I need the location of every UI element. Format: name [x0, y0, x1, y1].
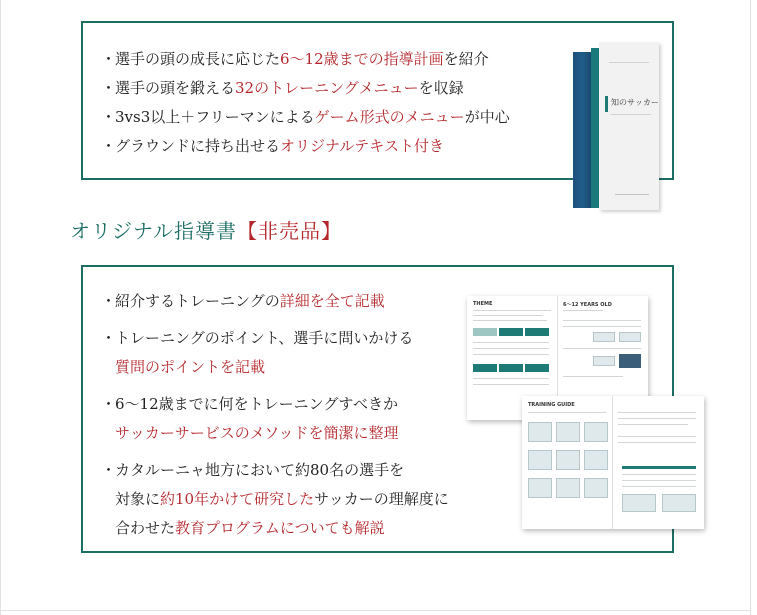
booklet-page-header: THEME [473, 301, 493, 307]
bullet: ・ [101, 292, 117, 310]
booklet-fold [612, 396, 613, 529]
field-diagram [584, 478, 608, 498]
booklet-spread-training-guide [522, 396, 704, 529]
guidebook-item [101, 324, 449, 382]
text-line [473, 348, 549, 349]
feature-item [101, 45, 510, 74]
guidebook-highlight: サッカーサービスのメソッドを簡潔に整理 [115, 424, 399, 442]
field-diagram [662, 494, 696, 512]
feature-item [101, 103, 510, 132]
guidebook-highlight: 教育プログラムについても解説 [175, 519, 385, 537]
page-border-bottom [0, 610, 751, 611]
booklet-page-header: TRAINING GUIDE [528, 402, 575, 408]
book-title: 知のサッカー [611, 98, 659, 107]
diagram-thumbnail [593, 356, 615, 366]
text-line [473, 310, 551, 311]
text-line [622, 474, 696, 475]
field-diagram [528, 478, 552, 498]
page-border-left [0, 0, 1, 615]
feature-text: グラウンドに持ち出せる [115, 137, 281, 155]
book-cover [599, 42, 659, 210]
bullet: ・ [101, 329, 117, 347]
bullet: ・ [101, 395, 117, 413]
table-cell [525, 328, 549, 336]
text-line [473, 342, 549, 343]
table-cell [525, 364, 549, 372]
guidebook-item [101, 287, 449, 316]
book-cover-line [615, 194, 649, 195]
table-cell [473, 364, 497, 372]
bullet: ・ [101, 50, 117, 68]
text-line [618, 418, 696, 419]
section-heading [70, 215, 342, 244]
text-line [622, 480, 696, 481]
text-line [473, 320, 547, 321]
table-header [622, 466, 696, 469]
text-line [473, 354, 549, 355]
guidebook-text: 紹介するトレーニングの [115, 292, 280, 310]
feature-highlight: オリジナルテキスト付き [280, 137, 444, 155]
bullet: ・ [101, 137, 117, 155]
text-line [563, 326, 641, 327]
field-diagram [556, 422, 580, 442]
feature-item [101, 132, 510, 161]
text-line [618, 442, 696, 443]
feature-text: を紹介 [443, 50, 489, 68]
text-line [473, 378, 549, 379]
guidebook-item [101, 390, 449, 448]
feature-item [101, 74, 510, 103]
booklet-page-header: 6～12 YEARS OLD [563, 302, 612, 308]
text-line [528, 412, 606, 413]
text-line [563, 310, 603, 311]
text-line [618, 424, 688, 425]
guidebook-text: 対象に [115, 490, 161, 508]
book-cover-line [609, 62, 649, 63]
bullet: ・ [101, 108, 117, 126]
heading-main: オリジナル指導書 [70, 219, 237, 243]
heading-bracket: 【非売品】 [237, 219, 342, 243]
guidebook-highlight: 質問のポイントを記載 [115, 358, 266, 376]
feature-text: を収録 [418, 79, 464, 97]
feature-highlight: ゲーム形式のメニュー [314, 108, 465, 126]
guidebook-text: サッカーの理解度に [314, 490, 449, 508]
table-cell [499, 328, 523, 336]
guidebook-text: カタルーニャ地方において約80名の選手を [115, 461, 405, 479]
diagram-thumbnail [593, 332, 615, 342]
text-line [473, 384, 549, 385]
guidebook-text: トレーニングのポイント、選手に問いかける [115, 329, 414, 347]
table-cell [499, 364, 523, 372]
diagram-thumbnail [619, 332, 641, 342]
book-spine-edge [591, 48, 599, 208]
text-line [473, 315, 543, 316]
diagram-thumbnail [619, 354, 641, 368]
field-diagram [528, 450, 552, 470]
feature-text: 選手の頭の成長に応じた [115, 50, 281, 68]
features-list [101, 45, 510, 161]
guidebook-text: 合わせた [115, 519, 176, 537]
guidebook-highlight: 詳細を全て記載 [279, 292, 385, 310]
field-diagram [584, 450, 608, 470]
book-image [573, 42, 661, 210]
book-spine [573, 52, 591, 208]
feature-text: 選手の頭を鍛える [115, 79, 236, 97]
page-border-right [750, 0, 751, 615]
feature-text: が中心 [464, 108, 510, 126]
book-title-mark [605, 96, 608, 112]
feature-highlight: 6～12歳までの指導計画 [280, 50, 444, 68]
text-line [622, 486, 696, 487]
table-cell [473, 328, 497, 336]
text-line [563, 348, 641, 349]
book-cover-line [611, 114, 651, 115]
field-diagram [556, 450, 580, 470]
field-diagram [622, 494, 656, 512]
bullet: ・ [101, 461, 117, 479]
guidebook-text: 6～12歳までに何をトレーニングすべきか [115, 395, 399, 413]
guidebook-list [101, 287, 449, 551]
bullet: ・ [101, 79, 117, 97]
text-line [563, 320, 641, 321]
text-line [618, 412, 696, 413]
feature-highlight: 32のトレーニングメニュー [235, 79, 419, 97]
guidebook-item [101, 456, 449, 543]
text-line [563, 376, 623, 377]
field-diagram [584, 422, 608, 442]
feature-text: 3vs3以上＋フリーマンによる [115, 108, 315, 126]
field-diagram [528, 422, 552, 442]
guidebook-highlight: 約10年かけて研究した [160, 490, 315, 508]
field-diagram [556, 478, 580, 498]
text-line [618, 436, 696, 437]
